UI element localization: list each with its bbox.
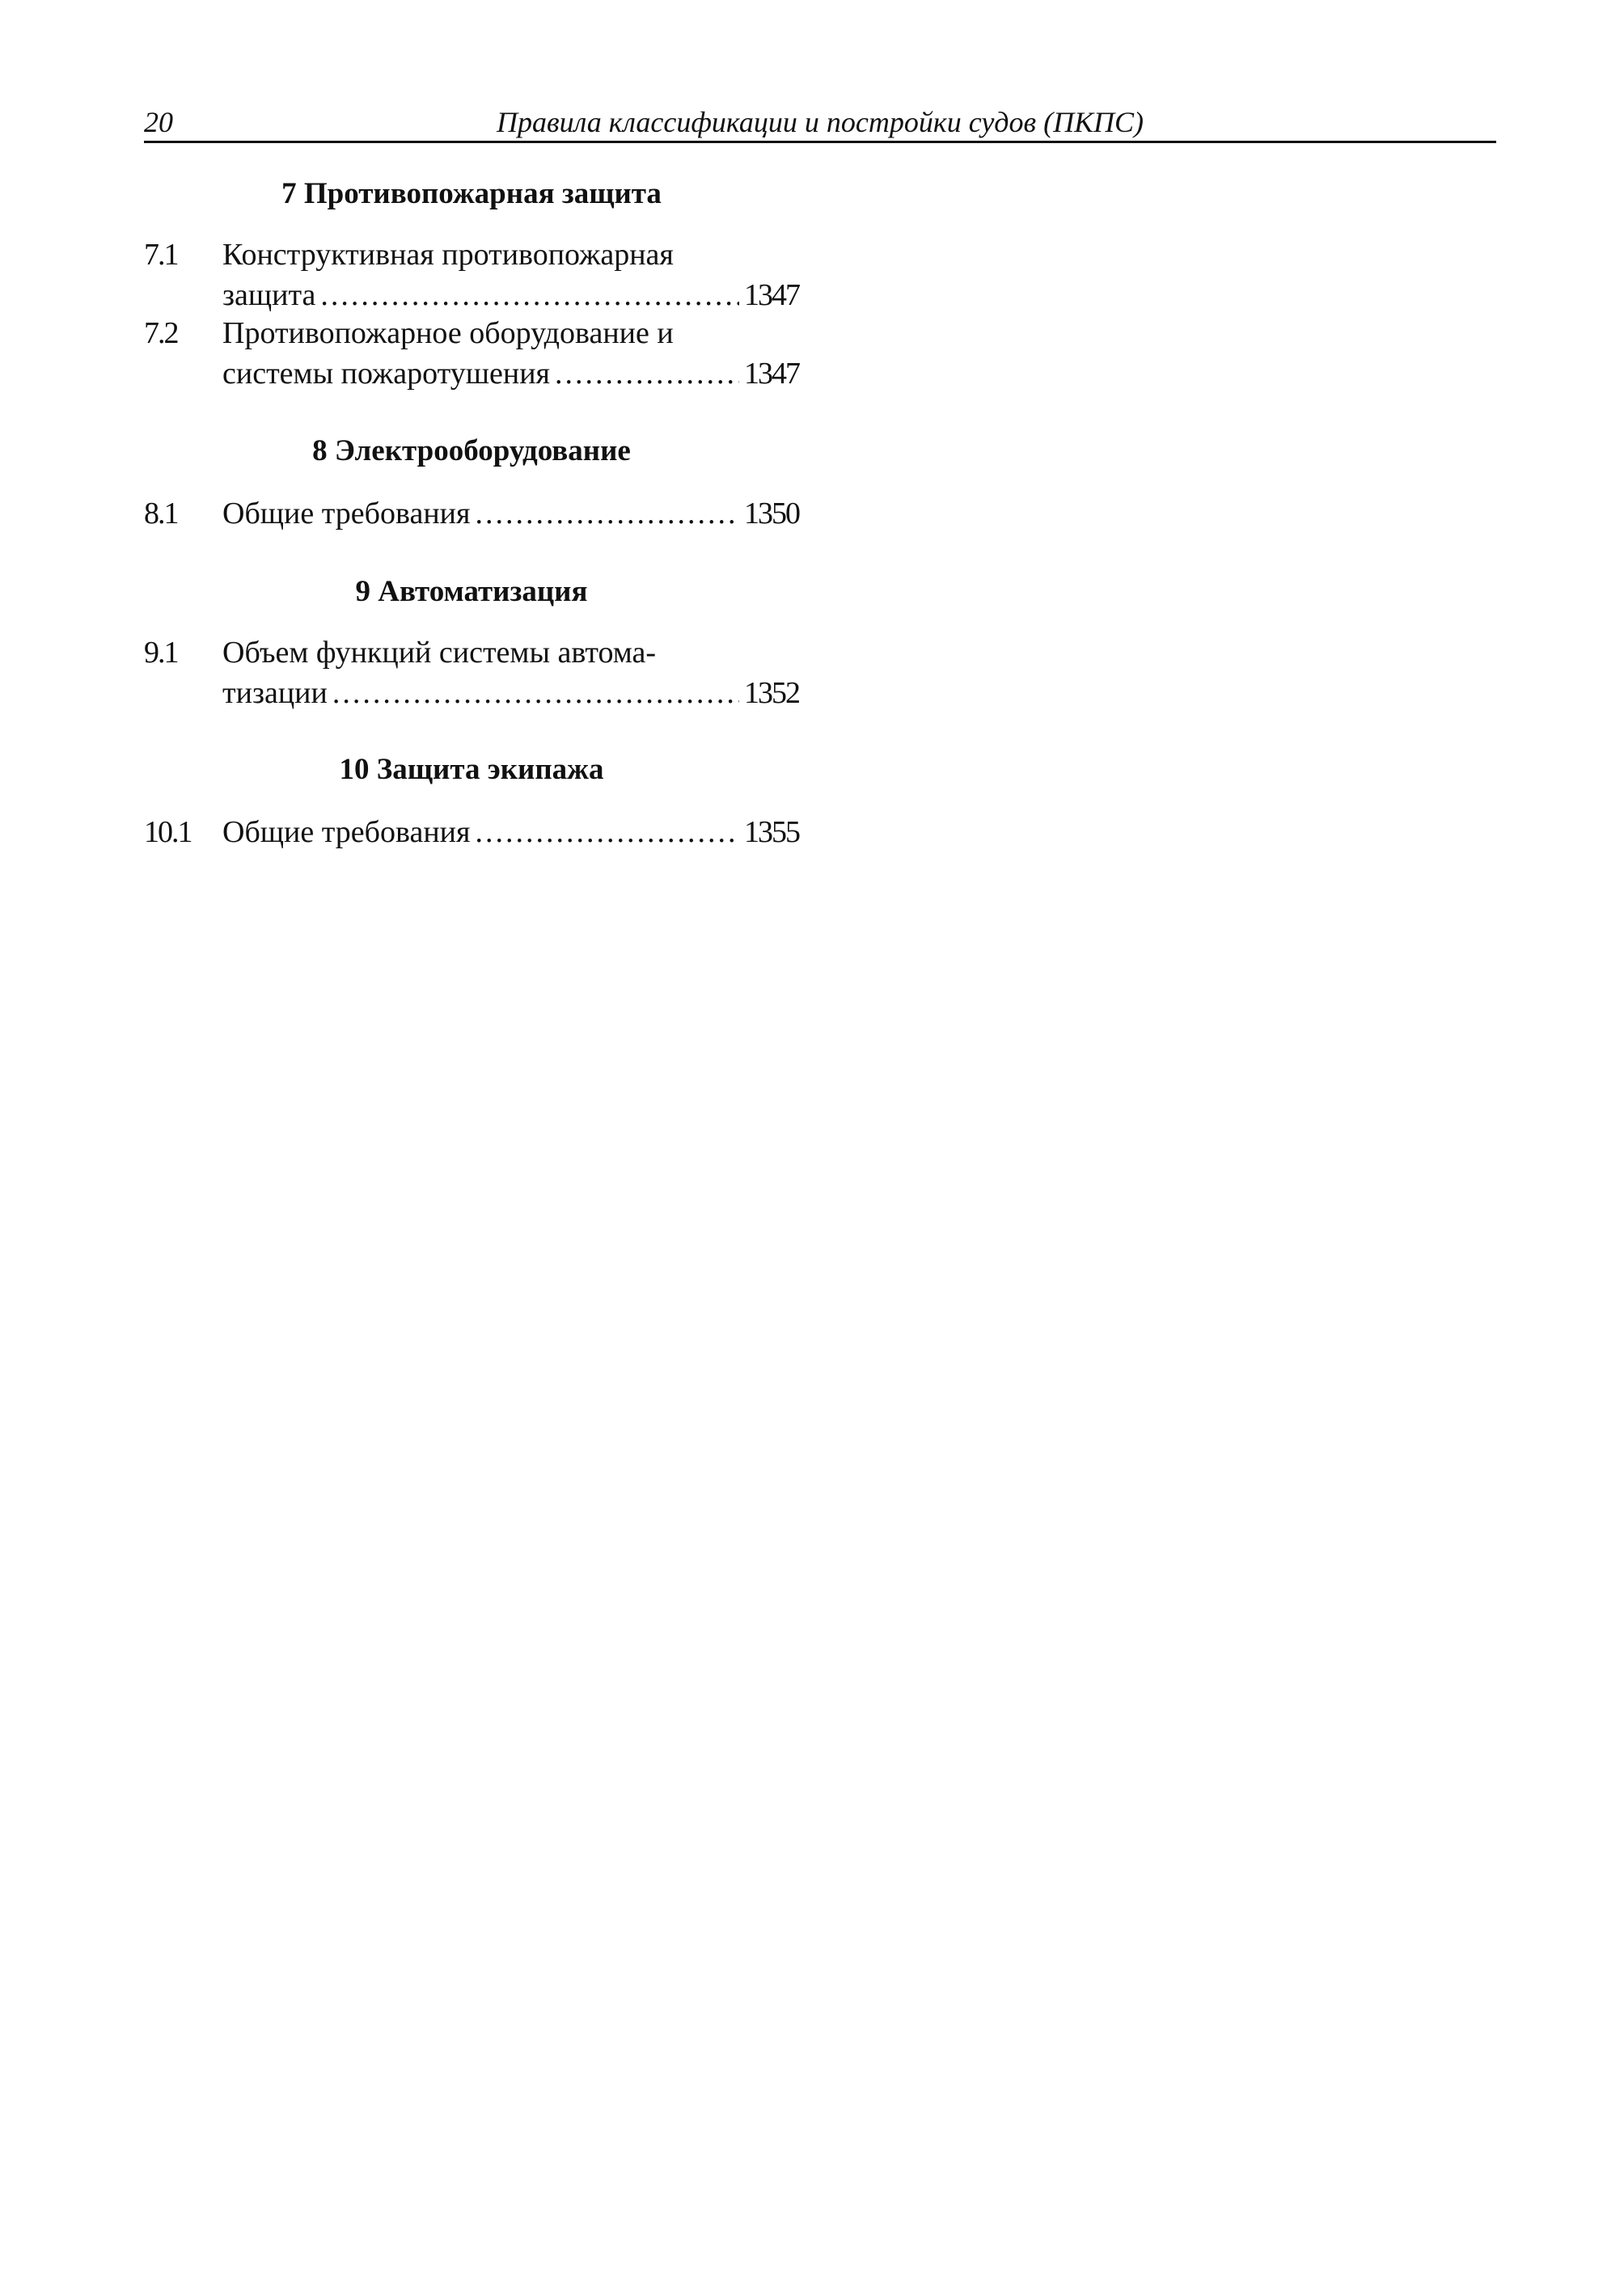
entry-number: 7.1 bbox=[144, 238, 178, 272]
entry-body bbox=[222, 632, 799, 713]
entry-number: 10.1 bbox=[144, 815, 192, 849]
section-heading-9: 9 Автоматизация bbox=[355, 575, 588, 608]
page-reference: 1347 bbox=[744, 357, 799, 391]
dot-leader bbox=[475, 493, 739, 534]
entry-title-line: Объем функций системы автома- bbox=[222, 636, 657, 670]
entry-title-line: Общие требования bbox=[222, 815, 471, 849]
section-heading-7: 7 Противопожарная защита bbox=[281, 177, 662, 210]
entry-number: 7.2 bbox=[144, 316, 178, 350]
entry-title-line: Противопожарное оборудование и bbox=[222, 316, 674, 350]
entry-title-line: Общие требования bbox=[222, 497, 471, 530]
entry-body bbox=[222, 812, 799, 852]
page-reference: 1355 bbox=[744, 815, 799, 849]
entry-leader-line bbox=[222, 275, 799, 315]
entry-title-continuation: тизации bbox=[222, 676, 328, 710]
entry-title-continuation: защита bbox=[222, 278, 316, 312]
page-reference: 1347 bbox=[744, 278, 799, 312]
dot-leader bbox=[320, 275, 739, 315]
dot-leader bbox=[475, 812, 739, 852]
entry-leader-line bbox=[222, 353, 799, 394]
page-reference: 1350 bbox=[744, 497, 799, 530]
entry-title-line: Конструктивная противопожарная bbox=[222, 238, 674, 272]
section-heading-10: 10 Защита экипажа bbox=[339, 753, 604, 786]
page-number: 20 bbox=[144, 106, 173, 138]
dot-leader bbox=[555, 353, 739, 394]
entry-body bbox=[222, 493, 799, 534]
entry-number: 8.1 bbox=[144, 497, 178, 530]
entry-leader-line bbox=[222, 493, 799, 534]
dot-leader bbox=[332, 673, 739, 713]
entry-leader-line bbox=[222, 673, 799, 713]
entry-leader-line bbox=[222, 812, 799, 852]
section-heading-8: 8 Электрооборудование bbox=[312, 434, 631, 467]
entry-title-continuation: системы пожаротушения bbox=[222, 357, 551, 391]
page-header bbox=[144, 107, 1496, 143]
header-title: Правила классификации и постройки судов (ПКПС) bbox=[496, 106, 1144, 138]
entry-body bbox=[222, 235, 799, 315]
entry-number: 9.1 bbox=[144, 636, 178, 670]
entry-body bbox=[222, 313, 799, 394]
page-reference: 1352 bbox=[744, 676, 799, 710]
